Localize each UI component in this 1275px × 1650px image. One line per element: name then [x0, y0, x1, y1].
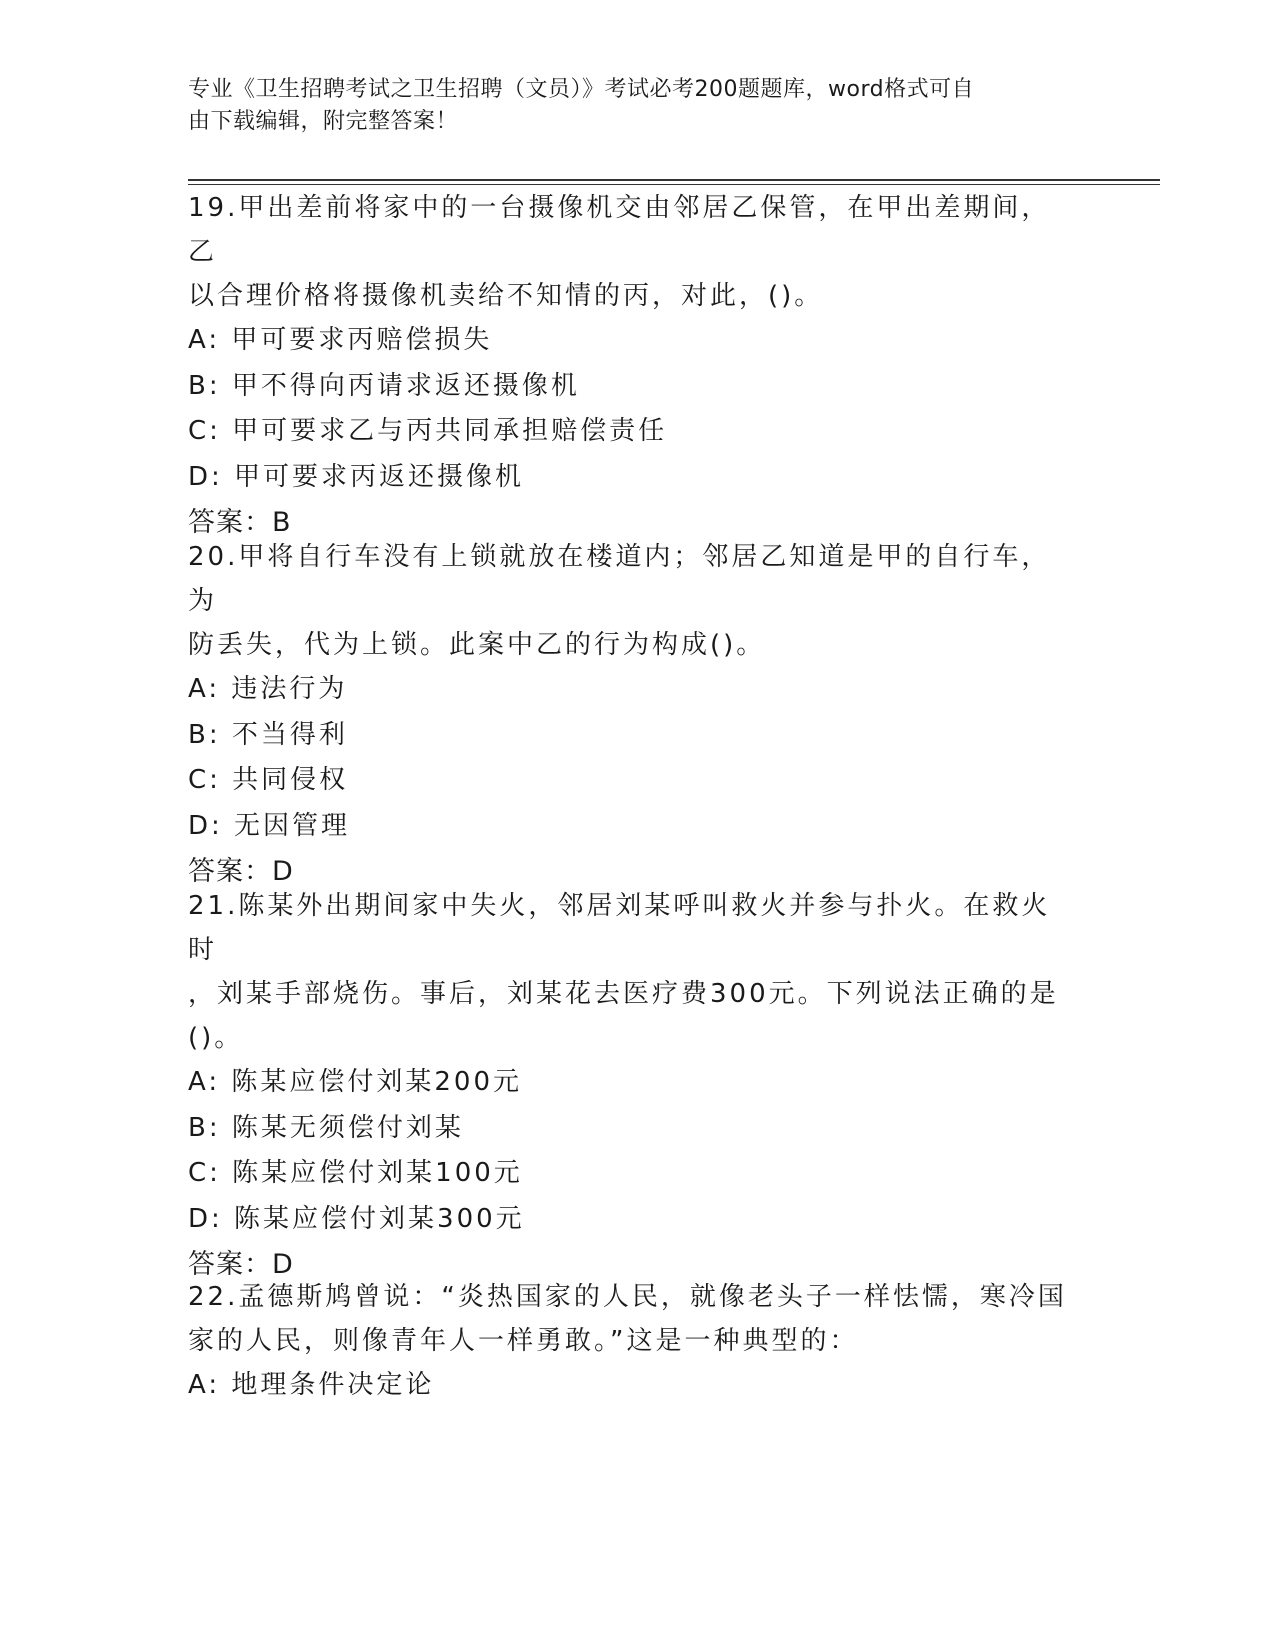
answer-label: 答案：: [188, 856, 272, 887]
question-21: [188, 884, 1078, 1288]
option-a: A: 地理条件决定论: [188, 1370, 435, 1400]
option-c: C: 陈某应偿付刘某100元: [188, 1158, 523, 1188]
option-a: A: 陈某应偿付刘某200元: [188, 1067, 522, 1097]
header-line-1: 专业《卫生招聘考试之卫生招聘（文员）》考试必考200题题库，word格式可自: [188, 77, 975, 102]
option-c: C: 甲可要求乙与丙共同承担赔偿责任: [188, 416, 668, 446]
question-stem-line: 21.陈某外出期间家中失火，邻居刘某呼叫救火并参与扑火。在救火时: [188, 891, 1051, 965]
question-stem: [188, 186, 1078, 318]
answer-value: B: [272, 507, 291, 538]
document-header: [188, 74, 1068, 138]
option-a: A: 甲可要求丙赔偿损失: [188, 325, 493, 355]
answer-value: D: [272, 856, 293, 887]
question-stem: [188, 884, 1078, 1060]
question-stem-line: ()。: [188, 1023, 244, 1053]
header-divider-thin: [188, 184, 1160, 185]
option-c: C: 共同侵权: [188, 765, 349, 795]
question-stem-line: ，刘某手部烧伤。事后，刘某花去医疗费300元。下列说法正确的是: [188, 979, 1059, 1009]
question-stem: [188, 535, 1078, 667]
question-19: [188, 186, 1078, 546]
answer-label: 答案：: [188, 507, 272, 538]
answer-value: D: [272, 1249, 293, 1280]
question-stem-line: 家的人民，则像青年人一样勇敢。”这是一种典型的：: [188, 1326, 859, 1356]
answer-label: 答案：: [188, 1249, 272, 1280]
question-stem-line: 19.甲出差前将家中的一台摄像机交由邻居乙保管，在甲出差期间，乙: [188, 193, 1051, 267]
header-divider-thick: [188, 179, 1160, 181]
option-d: D: 陈某应偿付刘某300元: [188, 1203, 525, 1234]
question-stem-line: 20.甲将自行车没有上锁就放在楼道内；邻居乙知道是甲的自行车，为: [188, 542, 1051, 616]
option-b: B: 甲不得向丙请求返还摄像机: [188, 370, 580, 401]
header-line-2: 由下载编辑，附完整答案！: [188, 109, 459, 134]
question-22: [188, 1275, 1078, 1409]
option-b: B: 陈某无须偿付刘某: [188, 1112, 464, 1143]
question-stem-line: 以合理价格将摄像机卖给不知情的丙，对此，()。: [188, 281, 824, 311]
question-stem: [188, 1275, 1078, 1363]
option-b: B: 不当得利: [188, 719, 348, 750]
question-stem-line: 22.孟德斯鸠曾说：“炎热国家的人民，就像老头子一样怯懦，寒冷国: [188, 1282, 1067, 1312]
option-d: D: 无因管理: [188, 810, 351, 841]
option-a: A: 违法行为: [188, 674, 348, 704]
option-d: D: 甲可要求丙返还摄像机: [188, 461, 525, 492]
question-stem-line: 防丢失，代为上锁。此案中乙的行为构成()。: [188, 630, 766, 660]
question-20: [188, 535, 1078, 895]
